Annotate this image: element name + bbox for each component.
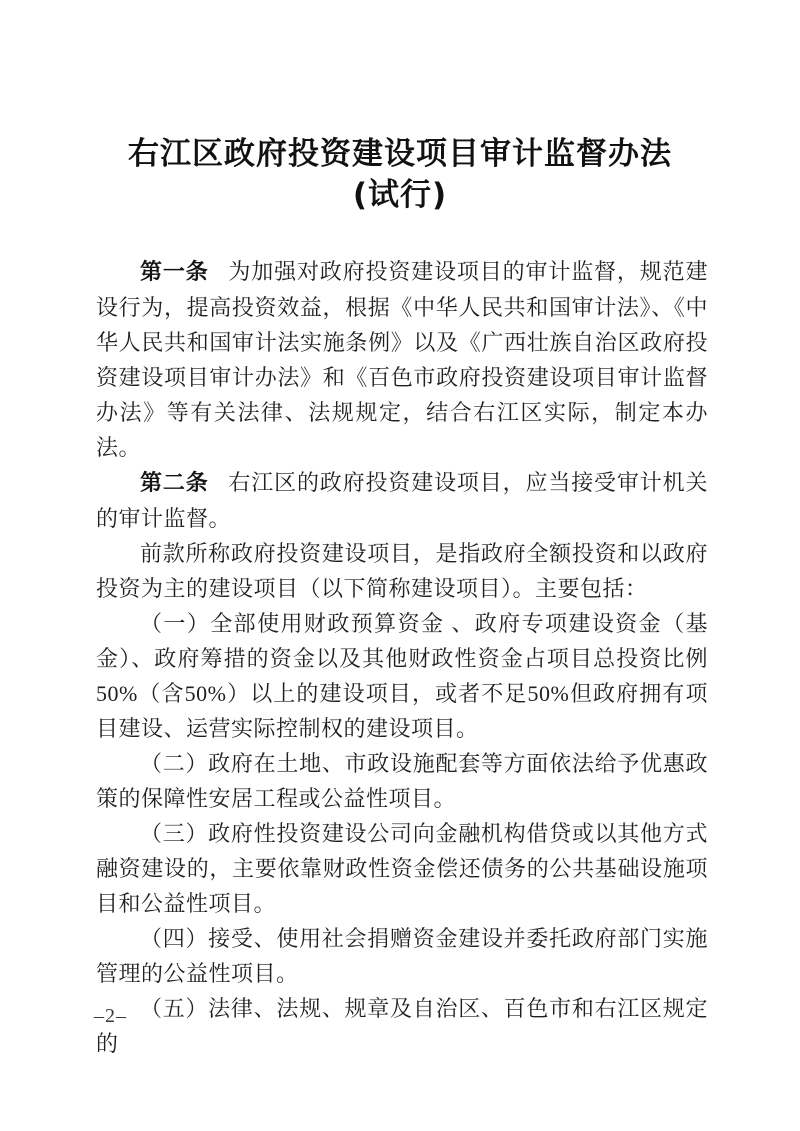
title-line-1: 右江区政府投资建设项目审计监督办法: [128, 136, 672, 172]
paragraph-item-3: [96, 816, 708, 921]
paragraph-item-4: [96, 921, 708, 991]
paragraph-text: （二）政府在土地、市政设施配套等方面依法给予优惠政策的保障性安居工程或公益性项目。: [96, 751, 708, 811]
document-body: [96, 254, 708, 1061]
article-1-label: 第一条: [140, 260, 209, 285]
page-number: –2–: [94, 1005, 127, 1027]
paragraph-item-1: [96, 606, 708, 746]
paragraph-text: （五）法律、法规、规章及自治区、百色市和右江区规定的: [96, 996, 708, 1056]
paragraph-text: 为加强对政府投资建设项目的审计监督，规范建设行为，提高投资效益，根据《中华人民共和国审计法》、《中华人民共和国审计法实施条例》以及《广西壮族自治区政府投资建设项目审计办法》和《百色市政府投资建设项目审计监督办法》等有关法律、法规规定，结合右江区实际，制定本办法。: [96, 259, 708, 460]
paragraph-text: 右江区的政府投资建设项目，应当接受审计机关的审计监督。: [96, 470, 708, 531]
paragraph-article-2: [96, 465, 708, 536]
paragraph-text: （一）全部使用财政预算资金 、政府专项建设资金（基金）、政府筹措的资金以及其他财政性资金占项目总投资比例50%（含50%）以上的建设项目，或者不足50%但政府拥有项目建设、运营实际控制权的建设项目。: [96, 611, 708, 741]
paragraph-article-1: [96, 254, 708, 465]
paragraph-text: 前款所称政府投资建设项目，是指政府全额投资和以政府投资为主的建设项目（以下简称建设项目）。主要包括：: [96, 541, 708, 601]
paragraph-text: （四）接受、使用社会捐赠资金建设并委托政府部门实施管理的公益性项目。: [96, 926, 708, 986]
paragraph-item-5: [96, 991, 708, 1061]
title-line-2: (试行): [352, 177, 448, 213]
paragraph-text: （三）政府性投资建设公司向金融机构借贷或以其他方式融资建设的，主要依靠财政性资金偿还债务的公共基础设施项目和公益性项目。: [96, 821, 708, 916]
article-2-label: 第二条: [140, 471, 209, 496]
page-footer: [94, 1005, 127, 1028]
paragraph-item-2: [96, 746, 708, 816]
paragraph-definition: [96, 536, 708, 606]
document-title: [0, 134, 800, 216]
